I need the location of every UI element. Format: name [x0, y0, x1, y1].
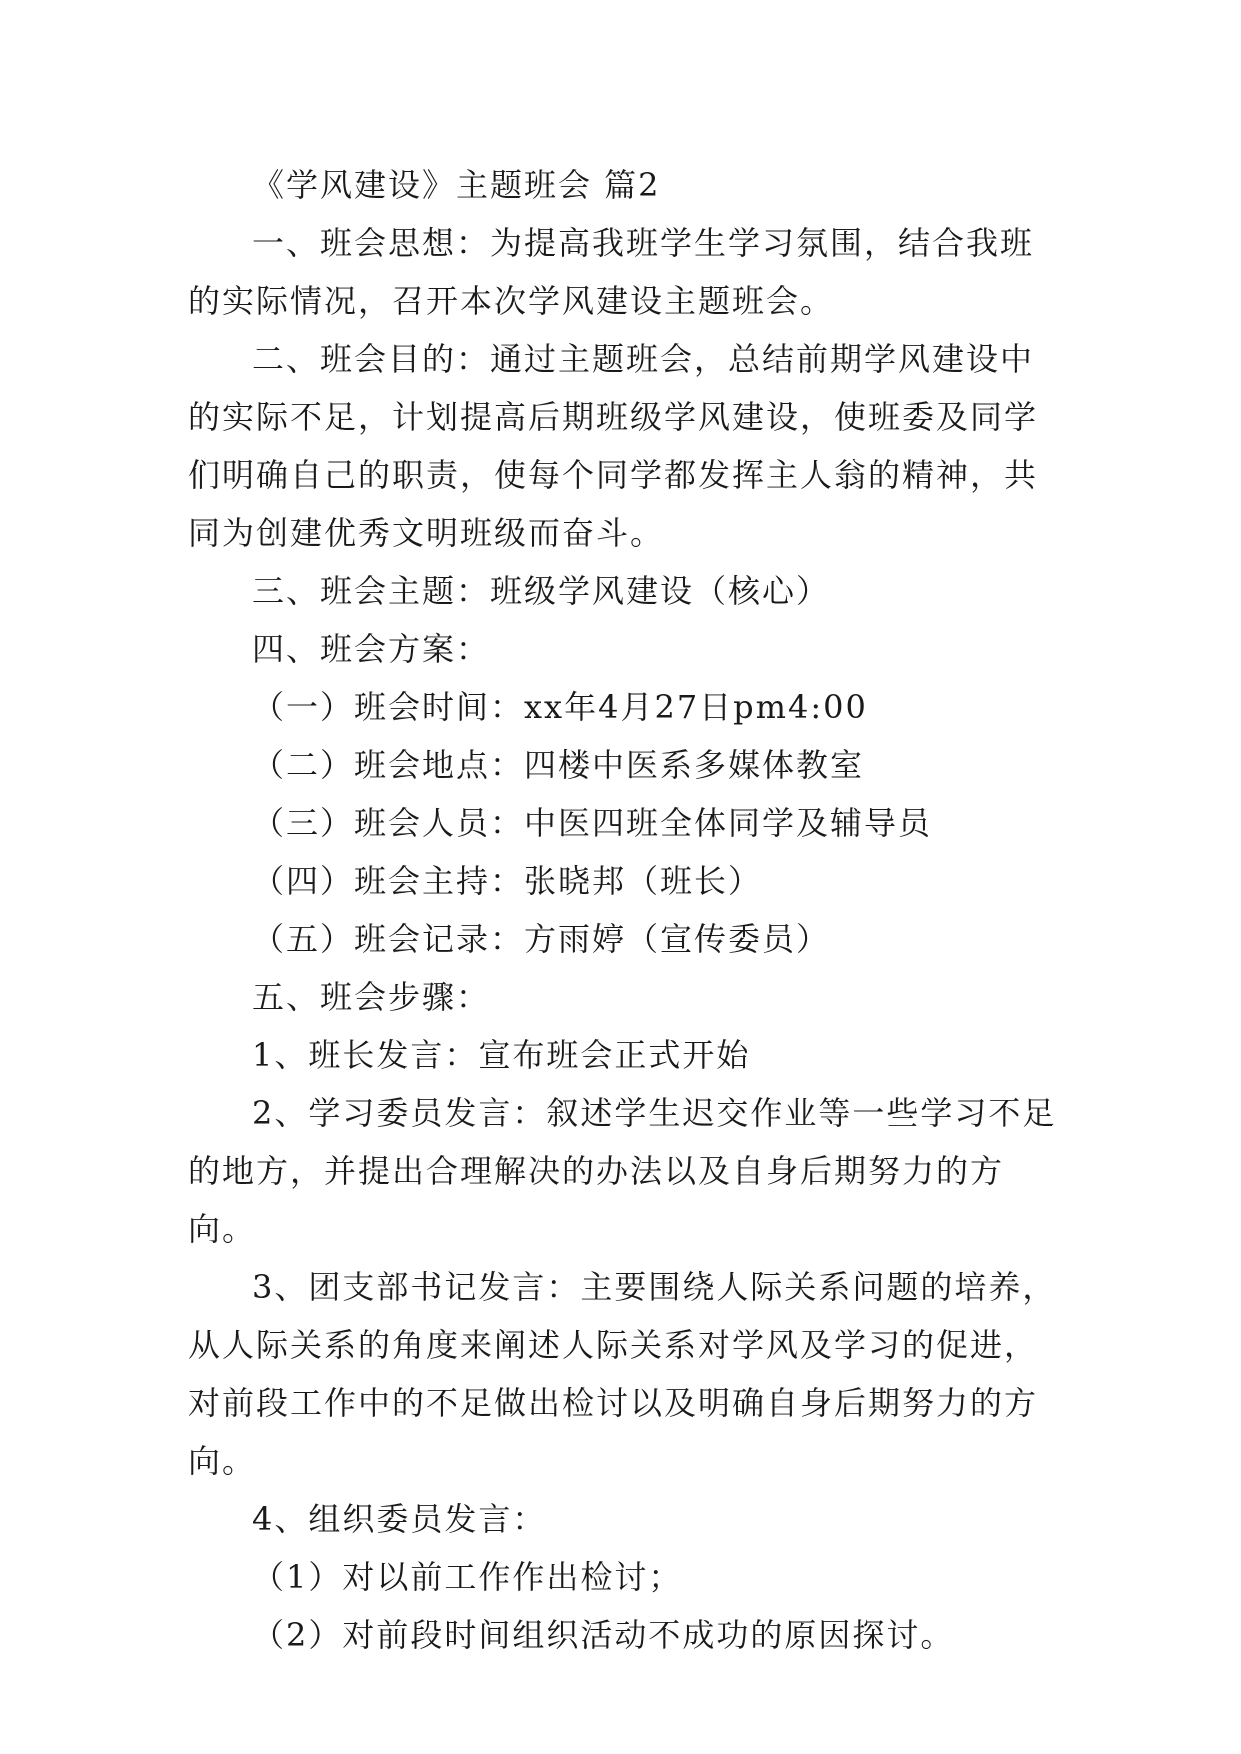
- document-title: 《学风建设》主题班会 篇2: [252, 166, 661, 204]
- section-steps-heading: 五、班会步骤：: [252, 978, 491, 1016]
- step-2: 2、学习委员发言：叙述学生迟交作业等一些学习不足的地方，并提出合理解决的办法以及自身后期努力的方向。: [188, 1094, 1057, 1248]
- document-body: [188, 156, 1058, 1664]
- section-thought: 一、班会思想：为提高我班学生学习氛围，结合我班的实际情况，召开本次学风建设主题班会。: [188, 224, 1035, 320]
- step-3: 3、团支部书记发言：主要围绕人际关系问题的培养，从人际关系的角度来阐述人际关系对学风及学习的促进，对前段工作中的不足做出检讨以及明确自身后期努力的方向。: [188, 1268, 1057, 1480]
- section-purpose: 二、班会目的：通过主题班会，总结前期学风建设中的实际不足，计划提高后期班级学风建设，使班委及同学们明确自己的职责，使每个同学都发挥主人翁的精神，共同为创建优秀文明班级而奋斗。: [188, 340, 1039, 552]
- sub-item-1: （1）对以前工作作出检讨；: [252, 1558, 683, 1596]
- step-4: 4、组织委员发言：: [252, 1500, 547, 1538]
- sub-item-2: （2）对前段时间组织活动不成功的原因探讨。: [252, 1616, 955, 1654]
- plan-item-host: （四）班会主持：张晓邦（班长）: [252, 862, 763, 900]
- plan-item-location: （二）班会地点：四楼中医系多媒体教室: [252, 746, 865, 784]
- step-1: 1、班长发言：宣布班会正式开始: [252, 1036, 751, 1074]
- plan-item-time: （一）班会时间：xx年4月27日pm4:00: [252, 688, 868, 726]
- section-plan-heading: 四、班会方案：: [252, 630, 491, 668]
- plan-item-attendees: （三）班会人员：中医四班全体同学及辅导员: [252, 804, 933, 842]
- section-theme: 三、班会主题：班级学风建设（核心）: [252, 572, 831, 610]
- plan-item-recorder: （五）班会记录：方雨婷（宣传委员）: [252, 920, 831, 958]
